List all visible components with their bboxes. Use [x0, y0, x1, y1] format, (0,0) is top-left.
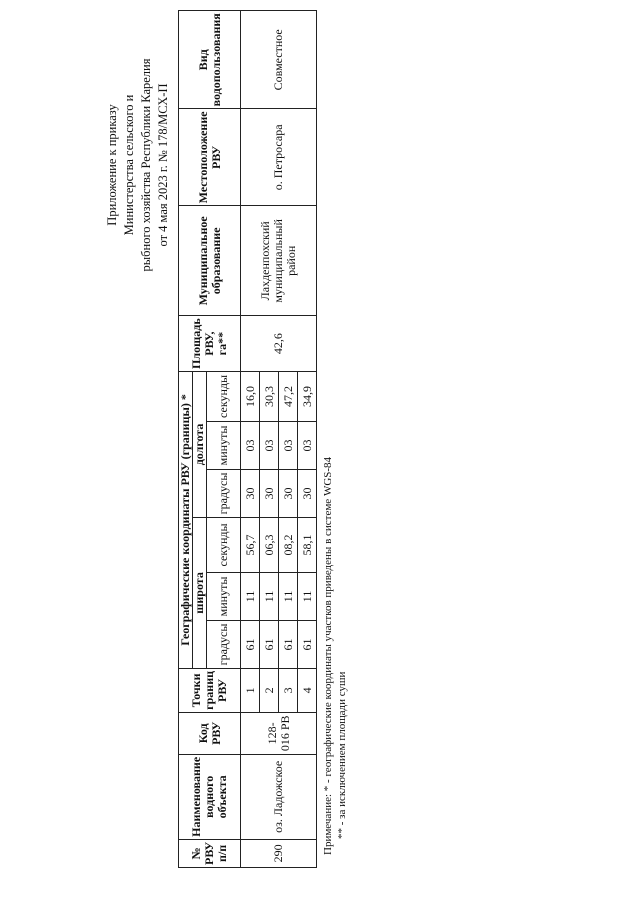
header-area: Площадь РВУ, га** [179, 316, 241, 372]
cell-point: 4 [298, 668, 317, 712]
cell-code: 128-016 РВ [241, 712, 317, 754]
cell-lon-sec: 34,9 [298, 371, 317, 421]
cell-lat-deg: 61 [298, 620, 317, 668]
cell-lon-sec: 16,0 [241, 371, 260, 421]
header-lat: широта [193, 517, 207, 668]
cell-lon-deg: 30 [279, 469, 298, 517]
cell-lat-deg: 61 [241, 620, 260, 668]
cell-area: 42,6 [241, 316, 317, 372]
header-lon: долгота [193, 371, 207, 517]
header-num: № РВУ п/п [179, 839, 241, 867]
header-lon-min: минуты [207, 421, 241, 469]
header-lon-deg: градусы [207, 469, 241, 517]
cell-lat-min: 11 [279, 572, 298, 620]
footnote-2: ** - за исключением площади суши [336, 671, 348, 839]
header-name: Наименование водного объекта [179, 754, 241, 839]
header-lat-min: минуты [207, 572, 241, 620]
cell-lon-min: 03 [260, 421, 279, 469]
header-municipality: Муниципальное образование [179, 206, 241, 316]
cell-point: 3 [279, 668, 298, 712]
footnote-1: Примечание: * - географические координаты участков приведены в системе WGS-84 [322, 456, 334, 855]
cell-lat-sec: 56,7 [241, 517, 260, 572]
cell-lat-min: 11 [241, 572, 260, 620]
cell-municipality: Лахденпохский муниципальный район [241, 206, 317, 316]
header-lat-deg: градусы [207, 620, 241, 668]
cell-lon-sec: 30,3 [260, 371, 279, 421]
header-lon-sec: секунды [207, 371, 241, 421]
header-point: Точки границ РВУ [179, 668, 241, 712]
document-heading [104, 0, 172, 335]
cell-lat-min: 11 [260, 572, 279, 620]
cell-lon-min: 03 [279, 421, 298, 469]
header-lat-sec: секунды [207, 517, 241, 572]
table-row [241, 11, 260, 868]
cell-lat-sec: 06,3 [260, 517, 279, 572]
cell-lon-deg: 30 [241, 469, 260, 517]
cell-lat-deg: 61 [279, 620, 298, 668]
cell-lon-min: 03 [298, 421, 317, 469]
cell-use-type: Совместное [241, 11, 317, 109]
heading-line-2: Министерства сельского и [122, 94, 136, 236]
cell-point: 1 [241, 668, 260, 712]
cell-lon-deg: 30 [298, 469, 317, 517]
heading-line-4: от 4 мая 2023 г. № 178/МСХ-П [156, 83, 170, 247]
cell-lat-deg: 61 [260, 620, 279, 668]
header-use-type: Вид водопользования [179, 11, 241, 109]
cell-lon-sec: 47,2 [279, 371, 298, 421]
cell-lat-sec: 08,2 [279, 517, 298, 572]
cell-location: о. Петросара [241, 109, 317, 206]
header-code: Код РВУ [179, 712, 241, 754]
cell-lon-deg: 30 [260, 469, 279, 517]
header-coords: Географические координаты РВУ (границы) * [179, 371, 193, 668]
coordinates-table [178, 10, 317, 868]
cell-lat-min: 11 [298, 572, 317, 620]
cell-point: 2 [260, 668, 279, 712]
cell-name: оз. Ладожское [241, 754, 317, 839]
heading-line-1: Приложение к приказу [105, 104, 119, 226]
cell-lat-sec: 58,1 [298, 517, 317, 572]
heading-line-3: рыбного хозяйства Республики Карелия [139, 58, 153, 272]
cell-num: 290 [241, 839, 317, 867]
cell-lon-min: 03 [241, 421, 260, 469]
header-location: Местоположение РВУ [179, 109, 241, 206]
